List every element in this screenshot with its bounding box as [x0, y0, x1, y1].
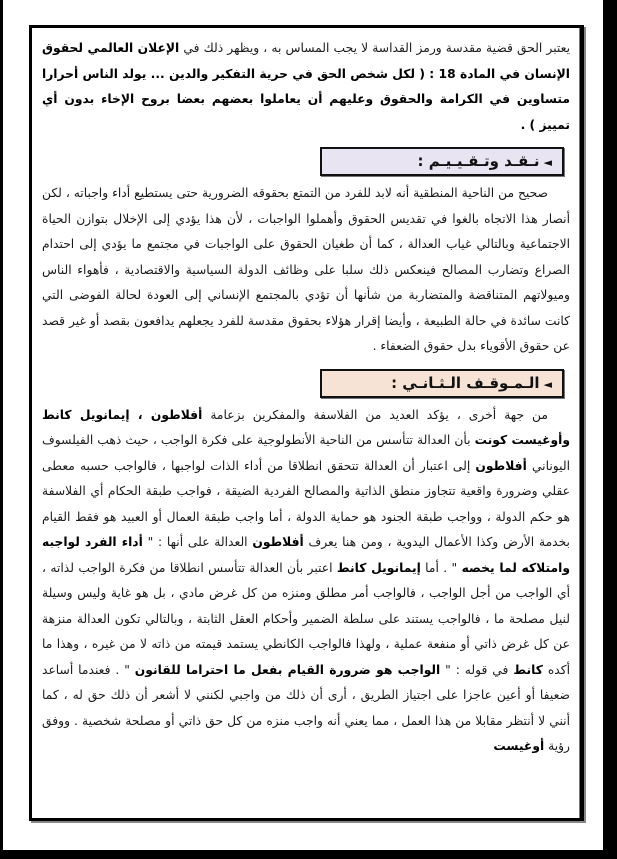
intro-paragraph	[42, 36, 570, 138]
document-page	[3, 0, 603, 850]
intro-text: يعتبر الحق قضية مقدسة ورمز القداسة لا يجب المساس به ، ويظهر ذلك في	[179, 41, 570, 55]
text-run: في قوله : "	[440, 662, 514, 677]
philosopher-name: كانط	[513, 662, 543, 677]
section2-heading	[320, 369, 564, 398]
text-run: من جهة أخرى ، يؤكد العديد من الفلاسفة والمفكرين بزعامة	[202, 407, 548, 422]
text-run: بأن العدالة تتأسس من الناحية الأنطولوجية على فكرة الواجب ، حيث ذهب الفيلسوف اليوناني	[42, 433, 571, 473]
arrow-pointer-icon: ◄	[543, 377, 552, 391]
text-run: إلى اعتبار أن العدالة تتحقق انطلاقا من أداء الذات لواجبها ، فالواجب حسبه معطى عقلي وضرورة واقعية تتجاوز منطق الذاتية والمصالح الفردية الضيقة ، فواجب طبقة الحكام أي الفلاسفة هو حكم الدولة ، وواجب طبقة الجنود هو حماية الدولة ، أما واجب طبقة العمال أو العبيد هو فقط القيام بخدمة الأرض وكذا الأعمال اليدوية ، ومن هنا يعرف	[42, 458, 570, 549]
text-run: " . فعندما أساعد ضعيفا أو أعين عاجزا على اجتياز الطريق ، أرى أن ذلك من واجبي لكنني لا أشعر أن ذلك حق له ، كما أنني لا أنتظر مقابلا من هذا العمل ، مما يعني أنه واجب منزه من كل حق ذاتي أو مصلحة شخصية . ووفق رؤية	[42, 662, 570, 753]
intro-bold-text: الإعلان العالمي لحقوق الإنسان في المادة 18 : ( لكل شخص الحق في حرية التفكير والدين ... يولد الناس أحرارا متساوين في الكرامة والحقوق وعليهم أن يعاملوا بعضهم بعضا بروح الإخاء بدون أي تمييز ) .	[42, 41, 571, 132]
arrow-pointer-icon: ◄	[543, 156, 552, 169]
text-run: اعتبر بأن العدالة تتأسس انطلاقا من فكرة الواجب لذاته ، أي الواجب من أجل الواجب ، فالواجب أمر مطلق ومنزه من كل غرض مادي ، بل هو غاية وليس وسيلة لنيل مصلحة ما ، فالواجب يستند على سلطة الضمير وأحكام العقل الثابتة ، وبالتالي تكون العدالة منزهة عن كل غرض ذاتي أو منفعة عملية ، ولهذا فالواجب الكانطي يستمد قيمته من ذاته لا من غيره ، وهذا ما أكده	[42, 560, 570, 677]
section1-heading-row	[42, 145, 570, 181]
section1-heading	[320, 147, 564, 176]
text-run: " . أما	[420, 560, 462, 575]
text-run: العدالة على أنها : "	[142, 535, 253, 549]
bordered-text-box	[29, 25, 584, 821]
philosopher-name: إيمانويل كانط	[336, 560, 421, 575]
section2-paragraph	[42, 403, 570, 760]
kant-quote: الواجب هو ضرورة القيام بفعل ما احتراما للقانون	[134, 662, 441, 677]
philosopher-name: أفلاطون	[475, 458, 527, 473]
section2-heading-row	[42, 367, 570, 403]
philosopher-name: أفلاطون	[252, 535, 304, 549]
section2-heading-text: الـمـوقـف الـثـانـي :	[391, 373, 540, 392]
philosopher-name: أوغيست	[493, 739, 545, 753]
section1-text: صحيح من الناحية المنطقية أنه لابد للفرد من التمتع بحقوقه الضرورية حتى يستطيع أداء واجباته ، لكن أنصار هذا الاتجاه بالغوا في تقديس الحقوق وأهملوا الواجبات ، لأن هذا يؤدي إلى الإخلال بتوازن الحياة الاجتماعية وبالتالي غياب العدالة ، كما أن طغيان الحقوق على الواجبات في مجتمع ما يؤدي إلى احتدام الصراع وتضارب المصالح فينعكس ذلك سلبا على وظائف الدولة السياسية والاقتصادية ، فأهواء الناس وميولاتهم المتناقضة والمتضاربة من شأنها أن تؤدي بالمجتمع الإنساني إلى العودة لحالة الفوضى التي كانت سائدة في حالة الطبيعة ، وأيضا إقرار هؤلاء بحقوق مقدسة للفرد يجعلهم يدافعون بقصد أو غير قصد عن حقوق الأقوياء بدل حقوق الضعفاء .	[42, 186, 570, 353]
plato-quote: أداء الفرد لواجبه وامتلاكه لما يخصه	[42, 535, 570, 575]
section1-paragraph	[42, 181, 570, 360]
document-content	[42, 36, 570, 760]
section1-heading-text: نـقـد وتـقـيـيـم :	[417, 152, 540, 170]
philosopher-names: أفلاطون ، إيمانويل كانط وأوغيست كونت	[42, 407, 570, 447]
